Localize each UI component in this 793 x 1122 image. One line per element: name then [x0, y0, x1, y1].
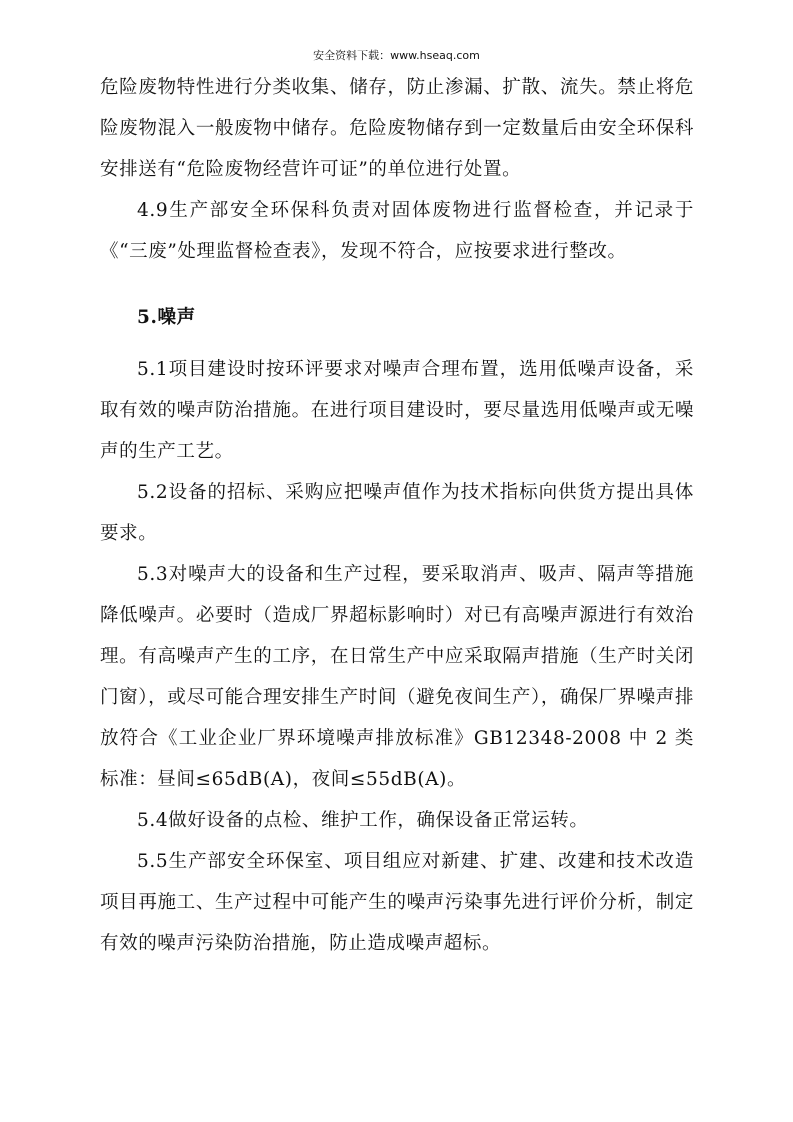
paragraph-5-5: 5.5生产部安全环保室、项目组应对新建、扩建、改建和技术改造项目再施工、生产过程中可能产生的噪声污染事先进行评价分析，制定有效的噪声污染防治措施，防止造成噪声超标。: [100, 851, 694, 954]
paragraph-5-2: 5.2设备的招标、采购应把噪声值作为技术指标向供货方提出具体要求。: [100, 482, 694, 544]
document-body: [100, 67, 694, 964]
paragraph-5-3: 5.3对噪声大的设备和生产过程，要采取消声、吸声、隔声等措施降低噪声。必要时（造成厂界超标影响时）对已有高噪声源进行有效治理。有高噪声产生的工序，在日常生产中应采取隔声措施（生产时关闭门窗），或尽可能合理安排生产时间（避免夜间生产），确保厂界噪声排放符合《工业企业厂界环境噪声排放标准》GB12348-2008 中 2 类标准：昼间≤65dB(A)，夜间≤55dB(A)。: [100, 564, 694, 790]
paragraph-4-9: 4.9生产部安全环保科负责对固体废物进行监督检查，并记录于《“三废”处理监督检查表》，发现不符合，应按要求进行整改。: [100, 200, 694, 262]
paragraph-5-1: 5.1项目建设时按环评要求对噪声合理布置，选用低噪声设备，采取有效的噪声防治措施。在进行项目建设时，要尽量选用低噪声或无噪声的生产工艺。: [100, 359, 694, 462]
page-header: 安全资料下载：www.hseaq.com: [313, 49, 480, 62]
paragraph-5-4: 5.4做好设备的点检、维护工作，确保设备正常运转。: [137, 810, 589, 831]
paragraph-hazardous-waste-continuation: 危险废物特性进行分类收集、储存，防止渗漏、扩散、流失。禁止将危险废物混入一般废物中储存。危险废物储存到一定数量后由安全环保科安排送有“危险废物经营许可证”的单位进行处置。: [100, 77, 694, 180]
section-5-title: 5.噪声: [137, 307, 196, 328]
